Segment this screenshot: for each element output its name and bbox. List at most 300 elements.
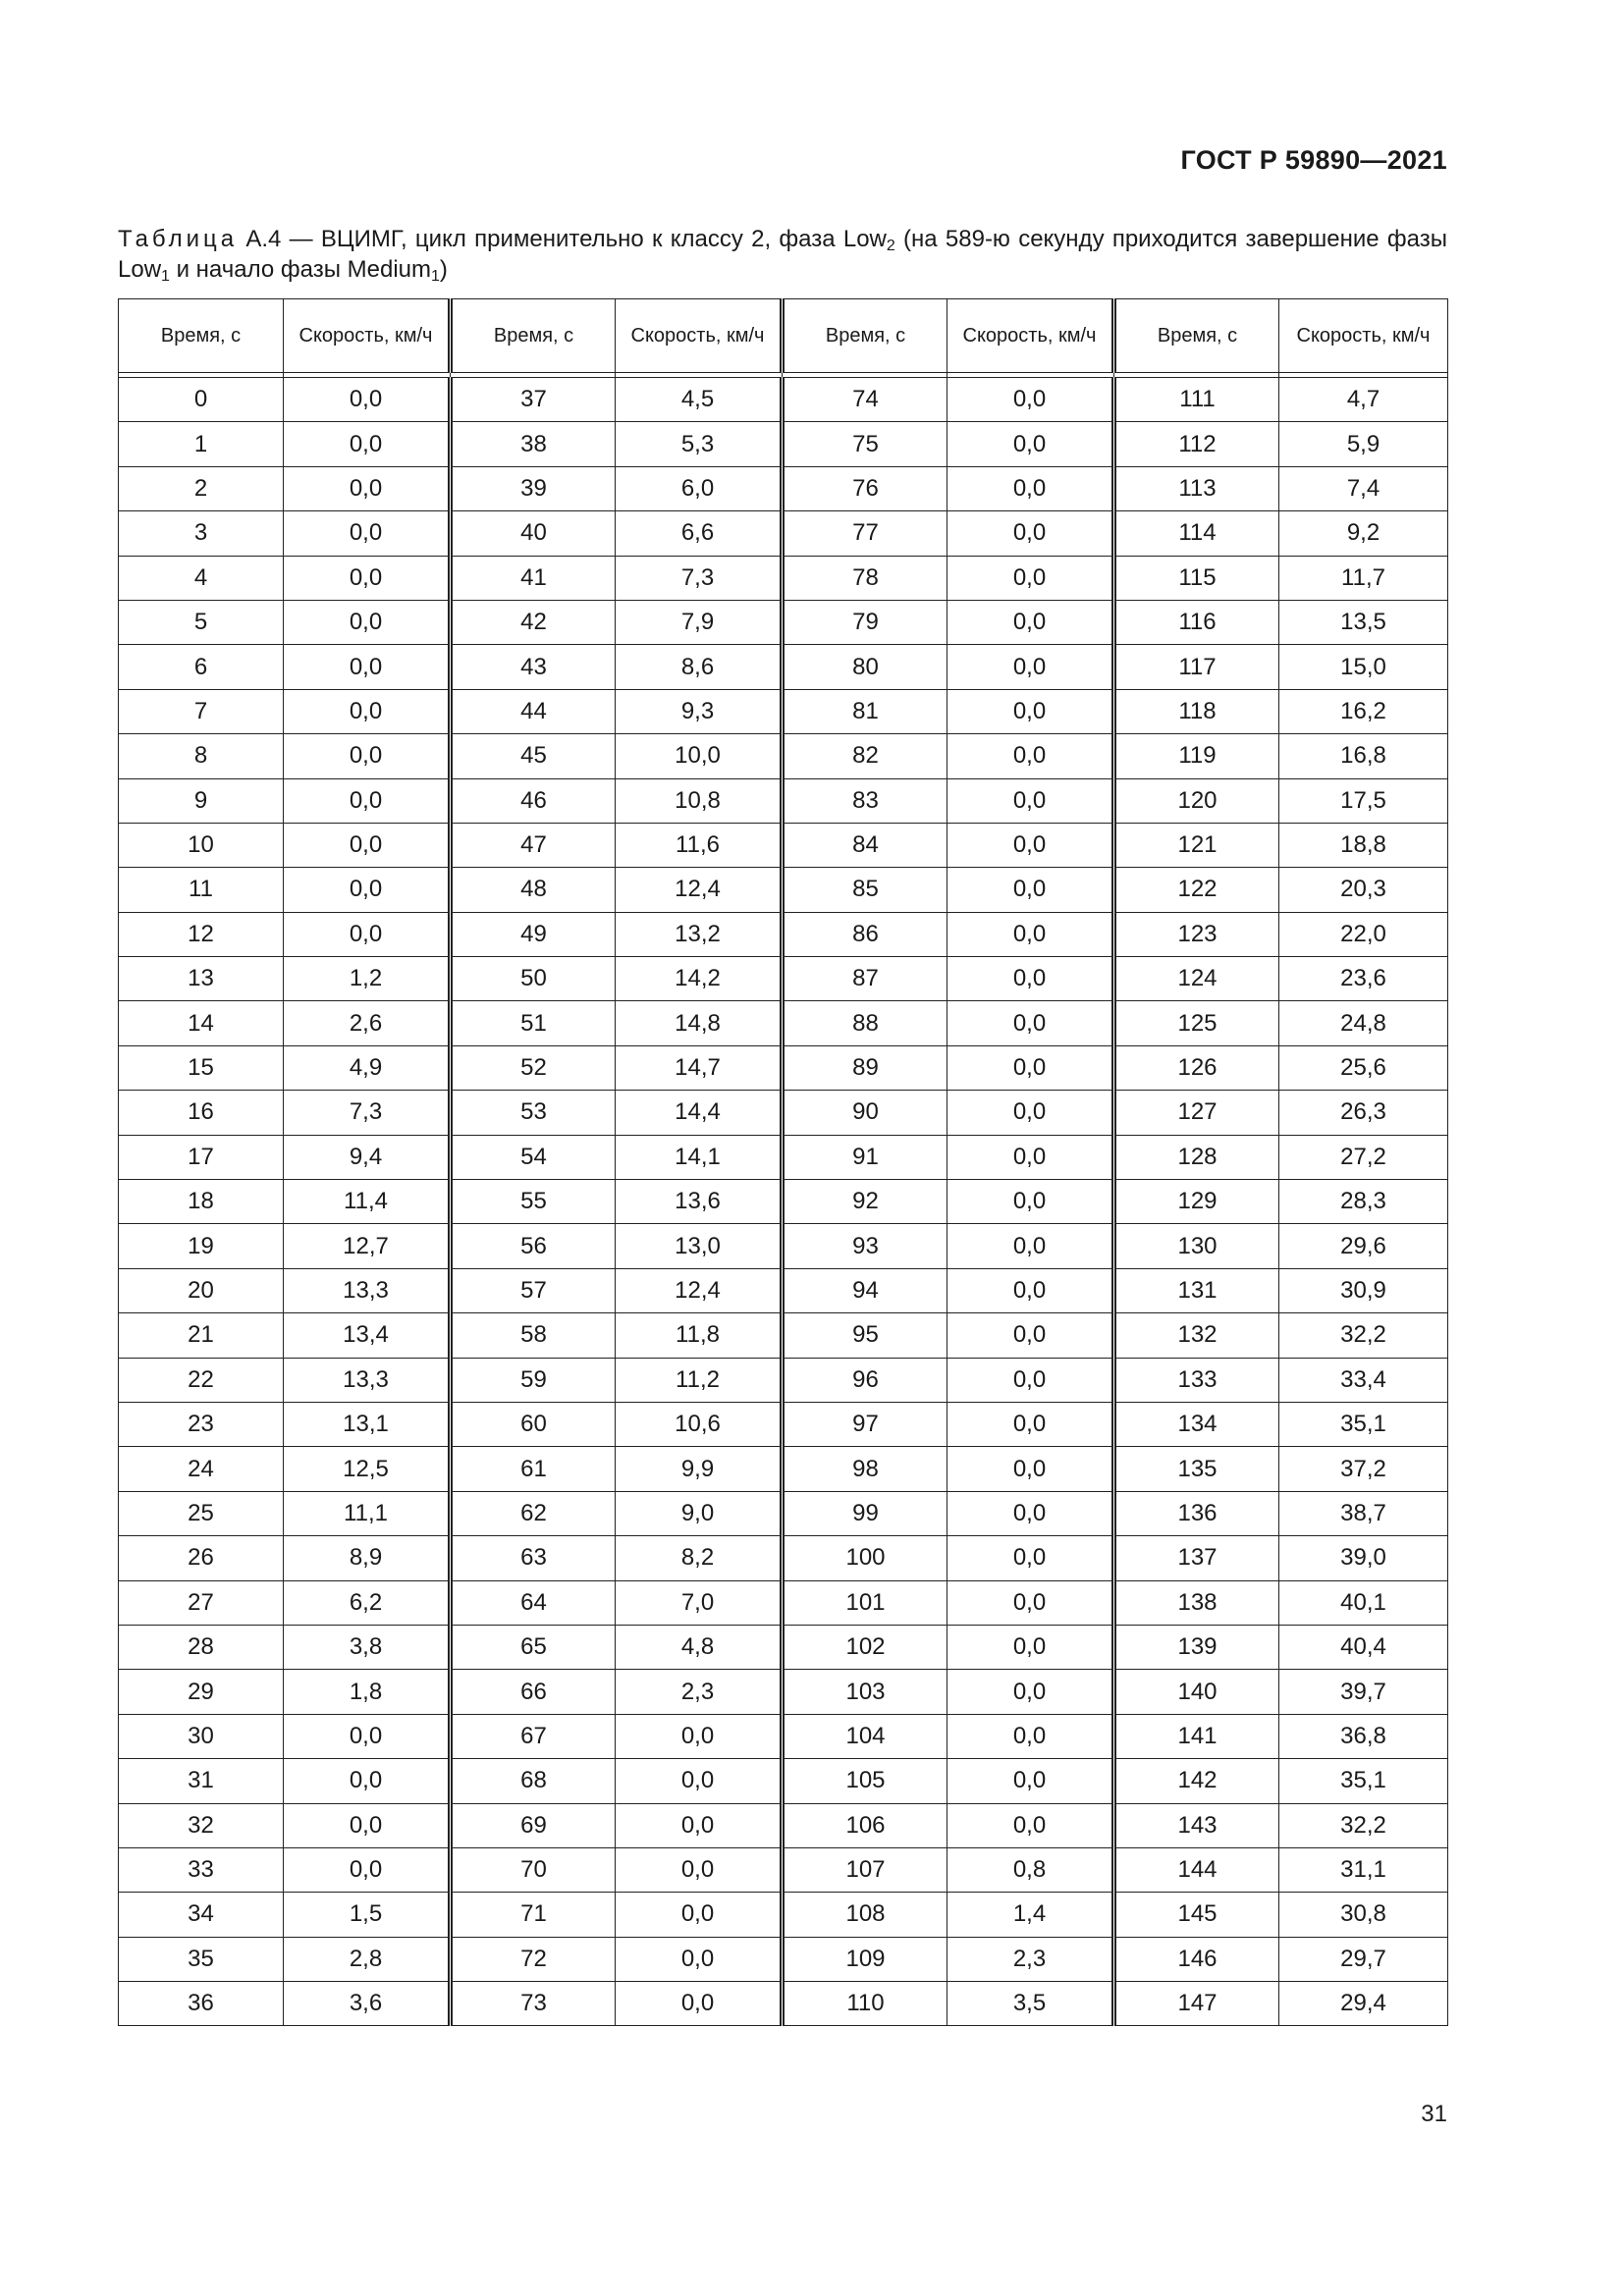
speed-cell: 1,4	[947, 1893, 1114, 1937]
time-cell: 115	[1114, 556, 1279, 600]
speed-cell: 14,2	[616, 957, 783, 1001]
table-row	[119, 511, 1448, 556]
speed-cell: 38,7	[1279, 1491, 1448, 1535]
speed-cell: 6,6	[616, 511, 783, 556]
speed-cell: 0,0	[947, 1091, 1114, 1135]
column-header-speed: Скорость, км/ч	[616, 299, 783, 373]
speed-cell: 0,0	[616, 1982, 783, 2026]
time-cell: 3	[119, 511, 284, 556]
speed-cell: 0,0	[947, 1536, 1114, 1580]
speed-cell: 12,4	[616, 868, 783, 912]
speed-cell: 7,3	[616, 556, 783, 600]
time-cell: 61	[451, 1447, 616, 1491]
speed-cell: 0,0	[947, 1224, 1114, 1268]
speed-cell: 1,2	[284, 957, 451, 1001]
time-cell: 66	[451, 1670, 616, 1714]
time-cell: 31	[119, 1759, 284, 1803]
speed-cell: 0,0	[284, 1714, 451, 1758]
speed-cell: 0,0	[947, 645, 1114, 689]
speed-cell: 13,0	[616, 1224, 783, 1268]
speed-cell: 37,2	[1279, 1447, 1448, 1491]
time-cell: 5	[119, 600, 284, 644]
time-cell: 145	[1114, 1893, 1279, 1937]
speed-cell: 39,0	[1279, 1536, 1448, 1580]
time-cell: 105	[783, 1759, 947, 1803]
speed-cell: 0,0	[947, 1759, 1114, 1803]
caption-label: Таблица	[118, 226, 239, 252]
time-cell: 143	[1114, 1803, 1279, 1847]
time-cell: 112	[1114, 422, 1279, 466]
speed-cell: 0,0	[284, 600, 451, 644]
caption-subscript: 1	[431, 268, 440, 285]
table-row	[119, 1847, 1448, 1892]
time-cell: 102	[783, 1625, 947, 1669]
speed-cell: 0,0	[284, 511, 451, 556]
speed-cell: 33,4	[1279, 1358, 1448, 1402]
speed-cell: 0,0	[947, 1180, 1114, 1224]
speed-cell: 7,4	[1279, 466, 1448, 510]
time-cell: 36	[119, 1982, 284, 2026]
speed-cell: 12,7	[284, 1224, 451, 1268]
time-cell: 62	[451, 1491, 616, 1535]
time-cell: 110	[783, 1982, 947, 2026]
speed-cell: 14,1	[616, 1135, 783, 1179]
speed-cell: 13,5	[1279, 600, 1448, 644]
speed-cell: 5,9	[1279, 422, 1448, 466]
time-cell: 92	[783, 1180, 947, 1224]
column-header-speed: Скорость, км/ч	[947, 299, 1114, 373]
time-cell: 46	[451, 778, 616, 823]
time-cell: 82	[783, 734, 947, 778]
table-row	[119, 868, 1448, 912]
time-cell: 144	[1114, 1847, 1279, 1892]
speed-cell: 0,0	[616, 1714, 783, 1758]
time-cell: 48	[451, 868, 616, 912]
speed-cell: 0,0	[947, 1447, 1114, 1491]
time-cell: 18	[119, 1180, 284, 1224]
table-row	[119, 1670, 1448, 1714]
time-cell: 43	[451, 645, 616, 689]
time-cell: 59	[451, 1358, 616, 1402]
time-cell: 50	[451, 957, 616, 1001]
speed-cell: 9,9	[616, 1447, 783, 1491]
speed-cell: 29,4	[1279, 1982, 1448, 2026]
speed-cell: 0,0	[947, 1803, 1114, 1847]
speed-cell: 0,0	[284, 466, 451, 510]
speed-cell: 0,0	[284, 378, 451, 422]
time-cell: 118	[1114, 689, 1279, 733]
speed-cell: 0,0	[616, 1893, 783, 1937]
speed-cell: 3,8	[284, 1625, 451, 1669]
time-cell: 47	[451, 823, 616, 867]
time-cell: 126	[1114, 1045, 1279, 1090]
time-cell: 64	[451, 1580, 616, 1625]
speed-cell: 8,9	[284, 1536, 451, 1580]
speed-cell: 14,4	[616, 1091, 783, 1135]
time-cell: 15	[119, 1045, 284, 1090]
speed-cell: 7,3	[284, 1091, 451, 1135]
table-header-row	[119, 299, 1448, 373]
speed-cell: 16,8	[1279, 734, 1448, 778]
speed-cell: 10,6	[616, 1402, 783, 1446]
speed-cell: 13,2	[616, 912, 783, 956]
table-row	[119, 1759, 1448, 1803]
speed-cell: 0,0	[947, 1402, 1114, 1446]
caption-text: и начало фазы Medium	[169, 256, 431, 283]
time-cell: 16	[119, 1091, 284, 1135]
time-cell: 86	[783, 912, 947, 956]
time-cell: 54	[451, 1135, 616, 1179]
speed-cell: 0,0	[947, 734, 1114, 778]
speed-cell: 40,1	[1279, 1580, 1448, 1625]
speed-cell: 0,0	[616, 1847, 783, 1892]
speed-cell: 10,0	[616, 734, 783, 778]
time-cell: 140	[1114, 1670, 1279, 1714]
time-cell: 107	[783, 1847, 947, 1892]
time-cell: 55	[451, 1180, 616, 1224]
time-cell: 9	[119, 778, 284, 823]
caption-text: А.4 — ВЦИМГ, цикл применительно к классу 2, фаза Low	[238, 226, 887, 252]
time-cell: 75	[783, 422, 947, 466]
speed-cell: 0,0	[947, 1625, 1114, 1669]
speed-cell: 0,0	[947, 1580, 1114, 1625]
caption-subscript: 1	[161, 268, 170, 285]
speed-cell: 8,2	[616, 1536, 783, 1580]
table-body	[119, 378, 1448, 2026]
table-row	[119, 778, 1448, 823]
time-cell: 27	[119, 1580, 284, 1625]
speed-cell: 2,3	[616, 1670, 783, 1714]
speed-cell: 0,0	[616, 1759, 783, 1803]
time-cell: 120	[1114, 778, 1279, 823]
speed-cell: 0,0	[284, 778, 451, 823]
time-cell: 116	[1114, 600, 1279, 644]
time-cell: 123	[1114, 912, 1279, 956]
speed-cell: 15,0	[1279, 645, 1448, 689]
speed-cell: 0,0	[947, 1313, 1114, 1358]
speed-cell: 0,0	[284, 1803, 451, 1847]
time-cell: 100	[783, 1536, 947, 1580]
time-cell: 98	[783, 1447, 947, 1491]
time-cell: 44	[451, 689, 616, 733]
speed-cell: 0,0	[947, 957, 1114, 1001]
speed-cell: 0,0	[947, 1045, 1114, 1090]
time-cell: 1	[119, 422, 284, 466]
time-cell: 77	[783, 511, 947, 556]
time-cell: 80	[783, 645, 947, 689]
speed-cell: 1,8	[284, 1670, 451, 1714]
time-cell: 34	[119, 1893, 284, 1937]
speed-cell: 30,9	[1279, 1268, 1448, 1312]
speed-cell: 18,8	[1279, 823, 1448, 867]
table-row	[119, 1091, 1448, 1135]
time-cell: 139	[1114, 1625, 1279, 1669]
time-cell: 28	[119, 1625, 284, 1669]
speed-cell: 26,3	[1279, 1091, 1448, 1135]
time-cell: 42	[451, 600, 616, 644]
speed-cell: 0,0	[284, 912, 451, 956]
time-cell: 121	[1114, 823, 1279, 867]
speed-cell: 0,0	[284, 1847, 451, 1892]
time-cell: 49	[451, 912, 616, 956]
time-cell: 101	[783, 1580, 947, 1625]
time-cell: 13	[119, 957, 284, 1001]
time-cell: 45	[451, 734, 616, 778]
table-row	[119, 556, 1448, 600]
speed-cell: 0,0	[284, 556, 451, 600]
table-row	[119, 1045, 1448, 1090]
speed-cell: 0,0	[616, 1803, 783, 1847]
time-cell: 29	[119, 1670, 284, 1714]
speed-cell: 11,8	[616, 1313, 783, 1358]
time-cell: 109	[783, 1937, 947, 1981]
caption-text: )	[439, 256, 448, 283]
time-cell: 67	[451, 1714, 616, 1758]
time-cell: 68	[451, 1759, 616, 1803]
speed-cell: 13,4	[284, 1313, 451, 1358]
column-header-time: Время, с	[451, 299, 616, 373]
time-cell: 91	[783, 1135, 947, 1179]
speed-cell: 11,1	[284, 1491, 451, 1535]
speed-cell: 0,0	[947, 1268, 1114, 1312]
speed-cell: 35,1	[1279, 1759, 1448, 1803]
table-row	[119, 645, 1448, 689]
time-cell: 8	[119, 734, 284, 778]
speed-cell: 35,1	[1279, 1402, 1448, 1446]
speed-cell: 11,4	[284, 1180, 451, 1224]
speed-cell: 0,0	[947, 600, 1114, 644]
speed-cell: 0,0	[616, 1937, 783, 1981]
speed-cell: 10,8	[616, 778, 783, 823]
time-cell: 19	[119, 1224, 284, 1268]
speed-cell: 4,9	[284, 1045, 451, 1090]
speed-cell: 14,8	[616, 1001, 783, 1045]
time-cell: 65	[451, 1625, 616, 1669]
time-cell: 141	[1114, 1714, 1279, 1758]
speed-cell: 23,6	[1279, 957, 1448, 1001]
speed-cell: 6,2	[284, 1580, 451, 1625]
speed-cell: 4,5	[616, 378, 783, 422]
time-cell: 40	[451, 511, 616, 556]
time-cell: 57	[451, 1268, 616, 1312]
speed-cell: 24,8	[1279, 1001, 1448, 1045]
time-cell: 103	[783, 1670, 947, 1714]
speed-cell: 16,2	[1279, 689, 1448, 733]
time-cell: 63	[451, 1536, 616, 1580]
time-cell: 124	[1114, 957, 1279, 1001]
caption-text: (на 589-ю секунду приходится завершение фазы Low	[118, 226, 1447, 283]
time-cell: 134	[1114, 1402, 1279, 1446]
speed-cell: 13,3	[284, 1358, 451, 1402]
time-cell: 10	[119, 823, 284, 867]
column-header-speed: Скорость, км/ч	[1279, 299, 1448, 373]
time-cell: 114	[1114, 511, 1279, 556]
speed-cell: 11,7	[1279, 556, 1448, 600]
time-cell: 7	[119, 689, 284, 733]
speed-cell: 13,1	[284, 1402, 451, 1446]
time-cell: 22	[119, 1358, 284, 1402]
speed-cell: 36,8	[1279, 1714, 1448, 1758]
time-cell: 96	[783, 1358, 947, 1402]
table-row	[119, 422, 1448, 466]
time-cell: 127	[1114, 1091, 1279, 1135]
table-row	[119, 1937, 1448, 1981]
speed-cell: 9,0	[616, 1491, 783, 1535]
speed-cell: 7,9	[616, 600, 783, 644]
time-cell: 135	[1114, 1447, 1279, 1491]
time-cell: 41	[451, 556, 616, 600]
table-row	[119, 689, 1448, 733]
speed-cell: 22,0	[1279, 912, 1448, 956]
column-header-time: Время, с	[119, 299, 284, 373]
time-cell: 24	[119, 1447, 284, 1491]
table-row	[119, 734, 1448, 778]
speed-cell: 31,1	[1279, 1847, 1448, 1892]
table-row	[119, 1001, 1448, 1045]
page-number: 31	[1421, 2101, 1447, 2127]
table-row	[119, 957, 1448, 1001]
time-cell: 132	[1114, 1313, 1279, 1358]
time-cell: 87	[783, 957, 947, 1001]
time-cell: 119	[1114, 734, 1279, 778]
table-caption	[118, 224, 1447, 285]
speed-cell: 0,0	[947, 912, 1114, 956]
time-cell: 70	[451, 1847, 616, 1892]
speed-cell: 2,6	[284, 1001, 451, 1045]
time-cell: 74	[783, 378, 947, 422]
table-row	[119, 1580, 1448, 1625]
speed-cell: 29,7	[1279, 1937, 1448, 1981]
table-row	[119, 1893, 1448, 1937]
time-cell: 14	[119, 1001, 284, 1045]
speed-cell: 0,0	[947, 868, 1114, 912]
time-cell: 133	[1114, 1358, 1279, 1402]
speed-cell: 0,0	[284, 868, 451, 912]
time-cell: 113	[1114, 466, 1279, 510]
speed-cell: 12,4	[616, 1268, 783, 1312]
speed-cell: 27,2	[1279, 1135, 1448, 1179]
time-cell: 136	[1114, 1491, 1279, 1535]
time-cell: 95	[783, 1313, 947, 1358]
time-cell: 20	[119, 1268, 284, 1312]
time-cell: 37	[451, 378, 616, 422]
table-row	[119, 1982, 1448, 2026]
table-row	[119, 378, 1448, 422]
speed-cell: 0,0	[284, 823, 451, 867]
speed-cell: 0,0	[284, 645, 451, 689]
time-cell: 79	[783, 600, 947, 644]
table-row	[119, 600, 1448, 644]
time-cell: 108	[783, 1893, 947, 1937]
time-cell: 137	[1114, 1536, 1279, 1580]
time-cell: 33	[119, 1847, 284, 1892]
speed-cell: 0,0	[947, 1358, 1114, 1402]
document-code: ГОСТ Р 59890—2021	[1180, 145, 1447, 175]
speed-cell: 0,0	[284, 734, 451, 778]
speed-cell: 0,0	[947, 511, 1114, 556]
time-cell: 99	[783, 1491, 947, 1535]
speed-cell: 40,4	[1279, 1625, 1448, 1669]
speed-cell: 0,0	[947, 1491, 1114, 1535]
speed-cell: 0,8	[947, 1847, 1114, 1892]
speed-cell: 20,3	[1279, 868, 1448, 912]
speed-cell: 13,6	[616, 1180, 783, 1224]
time-cell: 56	[451, 1224, 616, 1268]
column-header-speed: Скорость, км/ч	[284, 299, 451, 373]
time-cell: 88	[783, 1001, 947, 1045]
time-cell: 12	[119, 912, 284, 956]
speed-cell: 9,3	[616, 689, 783, 733]
time-cell: 53	[451, 1091, 616, 1135]
speed-cell: 13,3	[284, 1268, 451, 1312]
table-row	[119, 1358, 1448, 1402]
time-cell: 90	[783, 1091, 947, 1135]
speed-cell: 7,0	[616, 1580, 783, 1625]
time-cell: 32	[119, 1803, 284, 1847]
table-row	[119, 1491, 1448, 1535]
time-cell: 83	[783, 778, 947, 823]
time-cell: 4	[119, 556, 284, 600]
table-row	[119, 1803, 1448, 1847]
speed-cell: 28,3	[1279, 1180, 1448, 1224]
time-cell: 71	[451, 1893, 616, 1937]
speed-cell: 0,0	[947, 556, 1114, 600]
speed-cell: 0,0	[947, 1714, 1114, 1758]
table-row	[119, 912, 1448, 956]
table-row	[119, 1268, 1448, 1312]
speed-cell: 11,6	[616, 823, 783, 867]
time-cell: 81	[783, 689, 947, 733]
time-cell: 69	[451, 1803, 616, 1847]
time-cell: 111	[1114, 378, 1279, 422]
time-cell: 17	[119, 1135, 284, 1179]
speed-cell: 0,0	[947, 1135, 1114, 1179]
time-cell: 117	[1114, 645, 1279, 689]
speed-cell: 39,7	[1279, 1670, 1448, 1714]
time-cell: 138	[1114, 1580, 1279, 1625]
time-cell: 2	[119, 466, 284, 510]
speed-cell: 0,0	[284, 422, 451, 466]
speed-cell: 17,5	[1279, 778, 1448, 823]
time-cell: 26	[119, 1536, 284, 1580]
speed-cell: 30,8	[1279, 1893, 1448, 1937]
time-cell: 94	[783, 1268, 947, 1312]
speed-cell: 29,6	[1279, 1224, 1448, 1268]
speed-cell: 6,0	[616, 466, 783, 510]
speed-time-table	[118, 298, 1448, 2026]
speed-cell: 4,8	[616, 1625, 783, 1669]
speed-cell: 14,7	[616, 1045, 783, 1090]
speed-cell: 25,6	[1279, 1045, 1448, 1090]
time-cell: 25	[119, 1491, 284, 1535]
speed-cell: 8,6	[616, 645, 783, 689]
speed-cell: 0,0	[947, 422, 1114, 466]
speed-cell: 9,4	[284, 1135, 451, 1179]
speed-cell: 32,2	[1279, 1313, 1448, 1358]
speed-cell: 4,7	[1279, 378, 1448, 422]
time-cell: 125	[1114, 1001, 1279, 1045]
table-row	[119, 1625, 1448, 1669]
time-cell: 93	[783, 1224, 947, 1268]
speed-cell: 9,2	[1279, 511, 1448, 556]
time-cell: 60	[451, 1402, 616, 1446]
time-cell: 89	[783, 1045, 947, 1090]
speed-cell: 0,0	[947, 466, 1114, 510]
table-row	[119, 1313, 1448, 1358]
time-cell: 30	[119, 1714, 284, 1758]
speed-cell: 0,0	[947, 378, 1114, 422]
time-cell: 21	[119, 1313, 284, 1358]
